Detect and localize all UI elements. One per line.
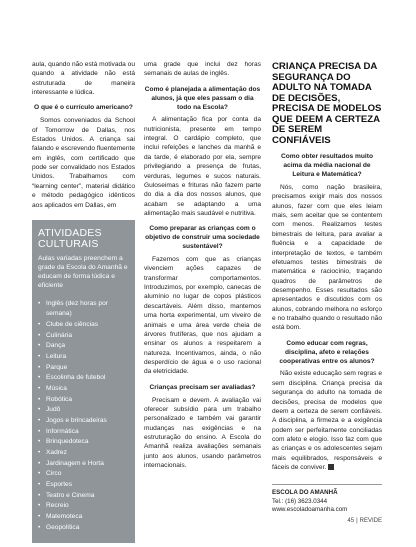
list-item: • Clube de ciências xyxy=(38,320,129,331)
sidebar-title: ATIVIDADES CULTURAIS xyxy=(38,226,102,251)
paragraph: Nós, como nação brasileira, precisamos exigir mais dos nossos alunos, fazer com que eles leiam mais, sem aceitar que se contentem com menos. Realizamos testes bimestrais de leitura, para avaliar a fluência e a capacidade de interpretação de textos, e também efetuamos testes bimestrais de matemática e raciocínio, traçando quadros de parâmetros de desempenho. Esses resultados são apresentados e discutidos com os alunos, cobrando melhora no esforço e no trabalho quando o resultado não está bom. xyxy=(272,184,382,332)
contact-website: www.escoladoamanha.com xyxy=(272,506,348,514)
pull-quote-headline: CRIANÇA PRECISA DA SEGURANÇA DO ADULTO NA TOMADA DE DECISÕES, PRECISA DE MODELOS QUE DEEM A CERTEZA DE SEREM CONFIÁVEIS xyxy=(272,61,382,146)
list-item: • Escolinha de futebol xyxy=(38,373,129,384)
page-number: 45 xyxy=(347,518,355,524)
question-heading: Como preparar as crianças com o objetivo de construir uma sociedade sustentável? xyxy=(145,225,260,251)
question-heading: Crianças precisam ser avaliadas? xyxy=(149,383,256,391)
list-item: • Matemoteca xyxy=(38,512,129,523)
list-item: • Culinária xyxy=(38,331,129,342)
page-footer xyxy=(347,517,382,526)
activities-sidebar-box xyxy=(32,220,135,543)
paragraph: aula, quando não está motivada ou quando a atividade não está estruturada de maneira interessante e lúdica. xyxy=(32,61,136,97)
column-middle xyxy=(144,60,261,470)
question-heading: O que é o currículo americano? xyxy=(34,104,133,112)
list-item: • Leitura xyxy=(38,352,129,363)
list-item: • Teatro e Cinema xyxy=(38,491,129,502)
contact-organization: ESCOLA DO AMANHÃ xyxy=(272,489,338,497)
list-item: • Informática xyxy=(38,427,129,438)
paragraph xyxy=(272,369,382,472)
list-item: • Dança xyxy=(38,341,129,352)
list-item: • Jardinagem e Horta xyxy=(38,459,129,470)
list-item: • Música xyxy=(38,384,129,395)
magazine-name: REVIDE xyxy=(359,518,382,524)
list-item: • Inglês (dez horas por semana) xyxy=(38,299,129,320)
paragraph: Fazemos com que as crianças vivenciem ações capazes de transformar comportamentos. Introduzimos, por exemplo, canecas de alumínio no lugar de copos plásticos descartáveis. Além disso, mantemos uma horta experimental, um viveiro de animais e uma área verde cheia de árvores frutíferas, que nos ajudam a ensinar os alunos a respeitarem a natureza. Incentivamos, ainda, o não desperdício de água e o uso racional da eletricidade. xyxy=(144,256,261,376)
question-heading: Como obter resultados muito acima da média nacional de Leitura e Matemática? xyxy=(281,153,373,179)
paragraph: A alimentação fica por conta da nutricionista, presente em tempo integral. O cardápio completo, que inclui refeições e lanches da manhã e da tarde, é elaborado por ela, sempre privilegiando a presença de frutas, verduras, legumes e sucos naturais. Guloseimas e frituras não fazem parte do dia a dia dos nossos alunos, que acabam se adaptando a uma alimentação mais saudável e nutritiva. xyxy=(144,116,261,217)
contact-block xyxy=(272,484,382,514)
list-item: • Judô xyxy=(38,405,129,416)
paragraph: Somos conveniados da School of Tomorrow de Dallas, nos Estados Unidos. A criança sai falando e escrevendo fluentemente em inglês, com certificado que pode ser convalidado nos Estados Unidos. Trabalhamos com “learning center”, material didático e método pedagógico idênticos aos aplicados em Dallas, em xyxy=(32,117,136,209)
question-heading: Como educar com regras, disciplina, afeto e relações cooperativas entre os alunos? xyxy=(279,339,375,365)
footer-separator: | xyxy=(356,518,358,524)
column-left xyxy=(32,60,135,543)
paragraph-text: Não existe educação sem regras e sem disciplina. Criança precisa da segurança do adulto na tomada de decisões, precisa de modelos que deem a certeza de serem confiáveis. A disciplina, a firmeza e a exigência podem ser perfeitamente conciliadas com afeto e elogio. Isso faz com que as crianças e os adolescentes sejam mais equilibrados, responsáveis e fáceis de conviver. xyxy=(272,370,382,472)
question-heading: Como é planejada a alimentação dos alunos, já que eles passam o dia todo na Escola? xyxy=(144,85,261,111)
column-right xyxy=(272,62,382,515)
list-item: • Xadrez xyxy=(38,448,129,459)
paragraph: Precisam e devem. A avaliação vai oferecer subsídio para um trabalho personalizado e também vai garantir mudanças nas exigências e na estruturação do ensino. A Escola do Amanhã realiza avaliações semanais junto aos alunos, usando parâmetros internacionais. xyxy=(144,396,261,470)
list-item: • Geopolítica xyxy=(38,523,129,534)
list-item: • Esportes xyxy=(38,480,129,491)
sidebar-intro: Aulas variadas preenchem a grade da Escola do Amanhã e educam de forma lúdica e eficiente xyxy=(38,254,128,290)
list-item: • Recreio xyxy=(38,501,129,512)
activities-list xyxy=(38,299,129,534)
list-item: • Jogos e brincadeiras xyxy=(38,416,129,427)
paragraph: uma grade que inclui dez horas semanais de aulas de inglês. xyxy=(144,61,261,78)
list-item: • Brinquedoteca xyxy=(38,437,129,448)
end-of-article-icon xyxy=(328,464,334,470)
list-item: • Parque xyxy=(38,363,129,374)
list-item: • Robótica xyxy=(38,395,129,406)
list-item: • Circo xyxy=(38,469,129,480)
contact-phone: Tel.: (16) 3623.0344 xyxy=(272,497,328,505)
